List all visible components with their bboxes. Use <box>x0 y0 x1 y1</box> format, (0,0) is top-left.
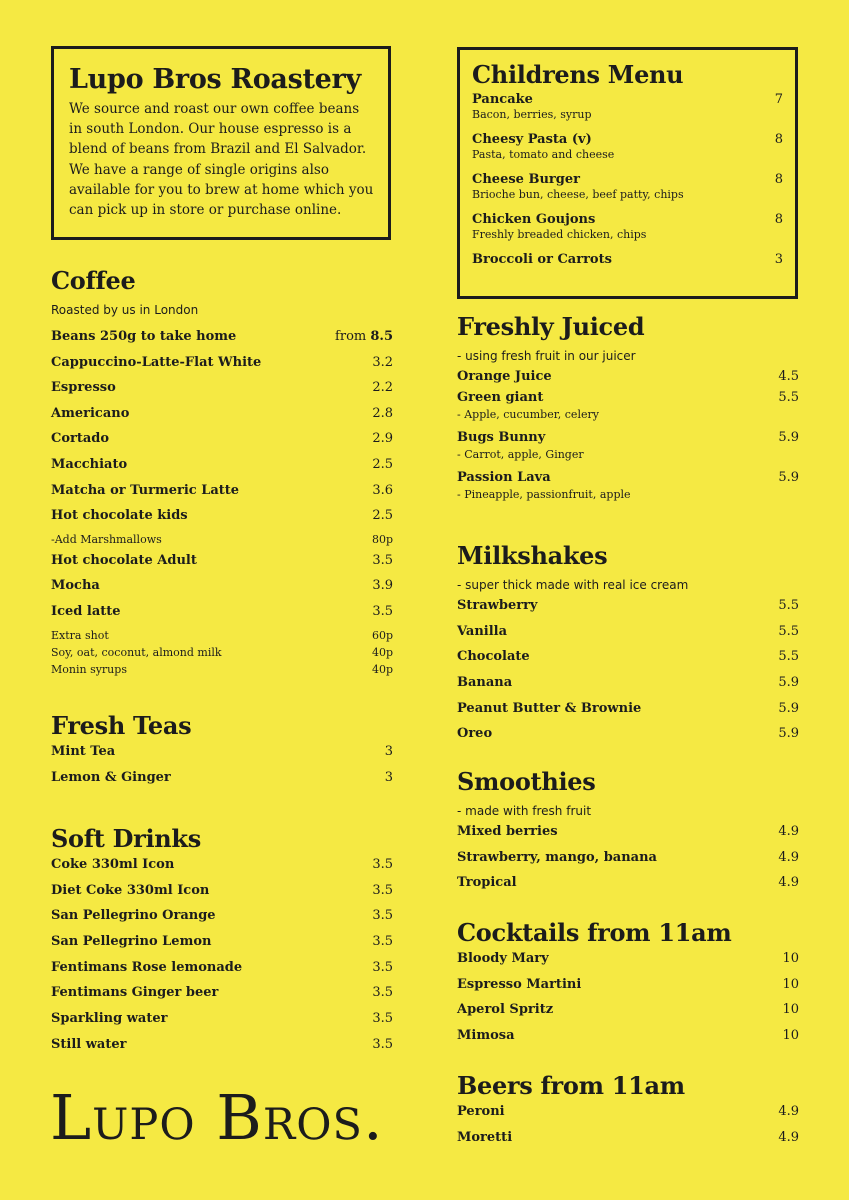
item-price: 3.5 <box>372 959 393 975</box>
smoothies-section <box>457 767 799 901</box>
menu-item <box>51 960 393 986</box>
item-name: Bloody Mary <box>457 951 549 966</box>
item-price: 8 <box>774 212 783 227</box>
item-name: Mixed berries <box>457 824 558 839</box>
item-price: 10 <box>782 951 799 966</box>
item-name: Chicken Goujons <box>472 212 596 227</box>
menu-item <box>457 598 799 624</box>
menu-item <box>457 1002 799 1028</box>
menu-item <box>457 369 799 390</box>
item-price: 10 <box>782 1028 799 1044</box>
item-name: Banana <box>457 675 513 691</box>
lupo-bros-logo: Lupo Bros. <box>50 1081 384 1154</box>
addon-price: 80p <box>371 532 393 546</box>
item-name: Coke 330ml Icon <box>51 857 175 872</box>
item-name: Espresso <box>51 380 116 396</box>
menu-item <box>51 431 393 457</box>
item-description: - Pineapple, passionfruit, apple <box>457 488 631 501</box>
item-price: 5.9 <box>778 430 799 445</box>
item-name: Cheese Burger <box>472 172 580 187</box>
item-price: 5.5 <box>778 598 799 613</box>
item-name: Fentimans Rose lemonade <box>51 959 243 975</box>
item-name: Aperol Spritz <box>457 1002 554 1018</box>
menu-item <box>51 770 393 796</box>
teas-section <box>51 711 393 795</box>
item-name: Oreo <box>457 726 493 742</box>
item-price: 5.5 <box>778 623 799 639</box>
item-name: Moretti <box>457 1129 513 1145</box>
menu-item <box>457 850 799 876</box>
milkshakes-subtitle: - super thick made with real ice cream <box>457 578 689 592</box>
item-price: 4.5 <box>778 369 799 384</box>
menu-item <box>472 252 783 271</box>
menu-item <box>51 406 393 432</box>
roastery-box <box>51 46 391 240</box>
addon-row <box>51 627 393 644</box>
menu-item <box>457 977 799 1003</box>
coffee-title: Coffee <box>51 266 136 295</box>
item-name: Cheesy Pasta (v) <box>472 132 592 147</box>
item-price: 5.9 <box>778 675 799 691</box>
item-price: 4.9 <box>778 1104 799 1119</box>
item-description: Pasta, tomato and cheese <box>472 148 615 161</box>
item-price: 2.9 <box>372 431 393 447</box>
item-name: Strawberry, mango, banana <box>457 849 657 865</box>
item-name: Orange Juice <box>457 369 552 384</box>
addon-name: -Add Marshmallows <box>51 532 162 546</box>
item-name: Mimosa <box>457 1028 515 1044</box>
item-price: 10 <box>782 1002 799 1018</box>
item-name: Lemon & Ginger <box>51 769 171 785</box>
item-name: Pancake <box>472 92 533 107</box>
item-name: Hot chocolate kids <box>51 508 188 524</box>
item-price: 4.9 <box>778 1129 799 1145</box>
item-name: Matcha or Turmeric Latte <box>51 482 240 498</box>
menu-item <box>457 875 799 901</box>
juice-subtitle: - using fresh fruit in our juicer <box>457 349 636 363</box>
item-price: 3.2 <box>372 354 393 370</box>
milkshakes-section <box>457 541 799 752</box>
item-name: Chocolate <box>457 649 530 665</box>
menu-item <box>51 985 393 1011</box>
item-name: Sparkling water <box>51 1011 168 1027</box>
addon-name: Soy, oat, coconut, almond milk <box>51 645 222 659</box>
item-price: 7 <box>774 92 783 107</box>
soft-drinks-title: Soft Drinks <box>51 824 201 853</box>
menu-item <box>457 701 799 727</box>
addon-price: 60p <box>371 628 393 642</box>
price-value: 8.5 <box>370 329 393 344</box>
coffee-section <box>51 266 393 678</box>
item-price: 5.9 <box>778 470 799 485</box>
item-price: 3.5 <box>372 985 393 1001</box>
item-name: Passion Lava <box>457 470 551 485</box>
item-price: 3.5 <box>372 857 393 872</box>
item-name: Fentimans Ginger beer <box>51 985 219 1001</box>
item-name: Espresso Martini <box>457 976 582 992</box>
menu-item <box>457 1104 799 1130</box>
menu-item <box>51 883 393 909</box>
juice-section <box>457 312 799 510</box>
item-description: Brioche bun, cheese, beef patty, chips <box>472 188 684 201</box>
item-name: Still water <box>51 1036 127 1052</box>
item-price: 3 <box>384 744 393 759</box>
cocktails-title: Cocktails from 11am <box>457 918 732 947</box>
item-price: 3.5 <box>372 908 393 924</box>
roastery-title: Lupo Bros Roastery <box>69 64 361 95</box>
item-price: 10 <box>782 976 799 992</box>
menu-item <box>51 553 393 579</box>
soft-drinks-section <box>51 824 393 1063</box>
item-name: Green giant <box>457 390 544 405</box>
menu-item <box>457 1130 799 1156</box>
item-name: Hot chocolate Adult <box>51 552 197 568</box>
item-name: Cappuccino-Latte-Flat White <box>51 354 262 370</box>
addon-name: Extra shot <box>51 628 109 642</box>
menu-item <box>51 744 393 770</box>
teas-title: Fresh Teas <box>51 711 192 740</box>
item-price: 5.9 <box>778 726 799 742</box>
item-price: 8 <box>774 132 783 147</box>
coffee-subtitle: Roasted by us in London <box>51 303 199 317</box>
item-name: Americano <box>51 405 130 421</box>
childrens-menu-title: Childrens Menu <box>472 60 684 89</box>
item-price: 3.5 <box>372 882 393 898</box>
item-price: 2.5 <box>372 456 393 472</box>
item-name: Beans 250g to take home <box>51 329 237 344</box>
item-price: 4.9 <box>778 824 799 839</box>
menu-item <box>51 857 393 883</box>
menu-item <box>51 483 393 509</box>
item-name: Cortado <box>51 431 110 447</box>
item-name: Iced latte <box>51 603 121 619</box>
item-price: 3.5 <box>372 552 393 568</box>
item-price: 5.5 <box>778 649 799 665</box>
item-price: 3.5 <box>372 603 393 619</box>
item-price: 2.8 <box>372 405 393 421</box>
item-name: Tropical <box>457 875 517 891</box>
item-name: San Pellegrino Orange <box>51 908 216 924</box>
item-price: 3.5 <box>372 934 393 950</box>
item-price: 2.2 <box>372 380 393 396</box>
addon-row <box>51 661 393 678</box>
menu-item <box>457 726 799 752</box>
item-description: Freshly breaded chicken, chips <box>472 228 647 241</box>
addon-row <box>51 531 393 548</box>
menu-item <box>51 934 393 960</box>
smoothies-title: Smoothies <box>457 767 596 796</box>
item-name: Bugs Bunny <box>457 430 546 445</box>
item-name: Mint Tea <box>51 744 116 759</box>
addon-price: 40p <box>371 645 393 659</box>
addon-name: Monin syrups <box>51 662 127 676</box>
menu-item <box>457 649 799 675</box>
item-price: 2.5 <box>372 508 393 524</box>
menu-item <box>51 578 393 604</box>
menu-item <box>51 380 393 406</box>
menu-item <box>51 1011 393 1037</box>
item-price: 3 <box>774 252 783 267</box>
addon-row <box>51 644 393 661</box>
item-name: Vanilla <box>457 623 508 639</box>
cocktails-section <box>457 918 799 1054</box>
menu-item <box>457 675 799 701</box>
menu-item <box>51 355 393 381</box>
menu-item <box>457 824 799 850</box>
childrens-menu-box <box>457 47 798 299</box>
item-name: Diet Coke 330ml Icon <box>51 882 210 898</box>
menu-item <box>51 908 393 934</box>
item-name: Peroni <box>457 1104 505 1119</box>
item-price: 5.5 <box>778 390 799 405</box>
item-price: 3.5 <box>372 1011 393 1027</box>
item-price: 8 <box>774 172 783 187</box>
beers-section <box>457 1071 799 1155</box>
smoothies-subtitle: - made with fresh fruit <box>457 804 592 818</box>
item-price: 3.5 <box>372 1036 393 1052</box>
beers-title: Beers from 11am <box>457 1071 685 1100</box>
menu-item <box>457 951 799 977</box>
menu-item <box>51 457 393 483</box>
item-name: Macchiato <box>51 456 128 472</box>
item-price: 4.9 <box>778 875 799 891</box>
addon-price: 40p <box>371 662 393 676</box>
item-price: 3 <box>384 769 393 785</box>
item-price: 4.9 <box>778 849 799 865</box>
item-price: 5.9 <box>778 700 799 716</box>
juice-title: Freshly Juiced <box>457 312 645 341</box>
milkshakes-title: Milkshakes <box>457 541 608 570</box>
item-price: 3.9 <box>372 578 393 594</box>
item-name: Mocha <box>51 578 100 594</box>
menu-item <box>51 329 393 355</box>
item-name: Strawberry <box>457 598 538 613</box>
item-name: Broccoli or Carrots <box>472 252 612 267</box>
item-price <box>335 329 393 344</box>
item-description: - Carrot, apple, Ginger <box>457 448 584 461</box>
item-name: Peanut Butter & Brownie <box>457 700 642 716</box>
roastery-description: We source and roast our own coffee beans in south London. Our house espresso is a blend of beans from Brazil and El Salvador. We have a range of single origins also available for you to brew at home which you can pick up in store or purchase online. <box>69 101 374 219</box>
item-description: - Apple, cucumber, celery <box>457 408 599 421</box>
menu-item <box>457 624 799 650</box>
item-description: Bacon, berries, syrup <box>472 108 592 121</box>
price-prefix: from <box>335 329 367 344</box>
menu-item <box>457 1028 799 1054</box>
item-price: 3.6 <box>372 482 393 498</box>
menu-item <box>51 1037 393 1063</box>
item-name: San Pellegrino Lemon <box>51 934 212 950</box>
